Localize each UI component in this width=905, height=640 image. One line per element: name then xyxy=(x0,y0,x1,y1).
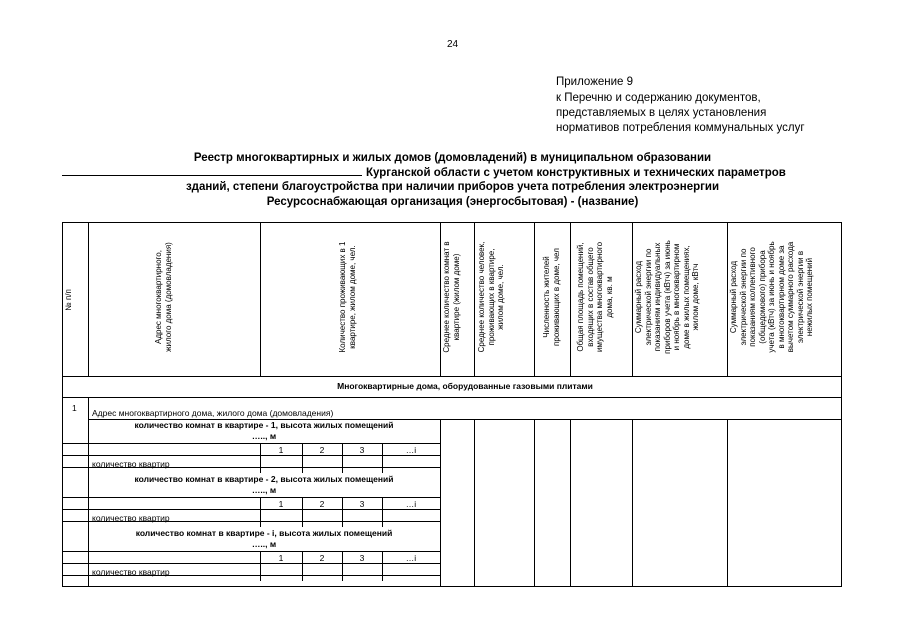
header-residents-per-apartment xyxy=(338,222,357,372)
grid-line xyxy=(62,497,440,498)
room-group-height: ….., м xyxy=(251,485,277,495)
header-coll-line-7: вычетом суммарного расхода xyxy=(786,241,795,353)
header-indiv-line-7: жилом доме, кВтч xyxy=(691,263,700,331)
room-group-height: ….., м xyxy=(251,539,277,549)
header-average-people xyxy=(477,222,506,372)
grid-line xyxy=(474,419,475,587)
grid-line xyxy=(440,443,441,473)
address-label: Адрес многоквартирного дома, жилого дома (домовладения) xyxy=(92,408,334,418)
header-residents-count xyxy=(542,222,561,372)
grid-line xyxy=(440,497,441,527)
grid-line xyxy=(62,551,440,552)
header-address-line-2: жилого дома (домовладения) xyxy=(163,242,173,352)
grid-line xyxy=(62,376,842,377)
header-indiv-line-4: приборов учета (кВтч) за июнь xyxy=(662,240,672,354)
header-indiv-line-2: электрической энергии по xyxy=(643,248,653,346)
grid-line xyxy=(632,222,633,376)
header-coll-line-6: в многоквартирном доме за xyxy=(776,245,786,349)
room-group-height: ….., м xyxy=(251,431,277,441)
grid-line xyxy=(632,419,633,587)
header-area-line-1: Общая площадь помещений, xyxy=(576,242,585,352)
sub-number: …i xyxy=(405,553,417,563)
header-indiv-line-6: доме в жилых помещениях, xyxy=(681,245,691,349)
row-number: 1 xyxy=(72,403,77,413)
room-group-title: количество комнат в квартире - 1, высота жилых помещений xyxy=(134,420,394,430)
grid-line xyxy=(727,419,728,587)
grid-line xyxy=(260,222,261,376)
grid-line xyxy=(88,222,89,376)
grid-line xyxy=(62,455,440,456)
grid-line xyxy=(534,222,535,376)
sub-number: 1 xyxy=(278,499,284,509)
header-address xyxy=(154,222,173,372)
header-indiv-line-3: показаниям индивидуальных xyxy=(653,242,662,352)
header-avg-rooms-line-1: Среднее количество комнат в xyxy=(442,241,451,353)
header-indiv-line-1: Суммарный расход xyxy=(634,260,643,334)
title-line-2-text: Курганской области с учетом конструктивных и технических параметров xyxy=(366,167,786,179)
header-avg-people-line-2: проживающих в квартире, xyxy=(486,248,496,346)
sub-number: 3 xyxy=(359,445,365,455)
sub-number: 1 xyxy=(278,445,284,455)
header-coll-line-5: учета (кВтч) за июнь и ноябрь xyxy=(767,241,776,353)
header-coll-line-4: (общедомового) прибора xyxy=(757,250,767,344)
header-residents-line-2: квартире, жилом доме, чел. xyxy=(347,245,357,349)
title-line-2 xyxy=(62,165,786,180)
grid-line xyxy=(440,222,441,376)
room-group-title: количество комнат в квартире - 2, высота жилых помещений xyxy=(134,474,394,484)
section-title: Многоквартирные дома, оборудованные газовыми плитами xyxy=(337,381,593,391)
header-area-line-2: входящих в состав общего xyxy=(585,247,595,347)
grid-line xyxy=(440,551,441,581)
grid-line xyxy=(727,222,728,376)
appendix-line-4: нормативов потребления коммунальных услуг xyxy=(556,122,805,134)
header-coll-line-8: электрической энергии в xyxy=(795,250,805,344)
apartments-count-label: количество квартир xyxy=(92,513,170,523)
table-border-left xyxy=(62,222,63,587)
sub-number: 1 xyxy=(278,553,284,563)
appendix-line-2: к Перечню и содержанию документов, xyxy=(556,92,761,104)
header-coll-line-2: электрической энергии по xyxy=(738,248,748,346)
header-indiv-line-5: и ноябрь в многоквартирном xyxy=(672,243,681,351)
header-address-line-1: Адрес многоквартирного, xyxy=(154,250,163,344)
grid-line xyxy=(534,419,535,587)
grid-line xyxy=(474,222,475,376)
grid-line xyxy=(62,397,842,398)
sub-number: 2 xyxy=(319,499,325,509)
sub-number: 3 xyxy=(359,553,365,563)
header-residents-count-line-2: проживающих в доме, чел xyxy=(551,248,561,346)
apartments-count-label: количество квартир xyxy=(92,459,170,469)
grid-line xyxy=(62,443,440,444)
header-residents-line-1: Количество проживающих в 1 xyxy=(338,241,347,353)
sub-number: 2 xyxy=(319,445,325,455)
sub-number: 2 xyxy=(319,553,325,563)
header-avg-rooms-line-2: квартире (жилом доме) xyxy=(451,253,461,341)
sub-number: …i xyxy=(405,499,417,509)
table-border-right xyxy=(841,222,842,587)
grid-line xyxy=(62,509,440,510)
header-coll-line-3: показаниям коллективного xyxy=(748,247,757,347)
grid-line xyxy=(62,563,440,564)
header-collective-meters xyxy=(729,222,815,372)
header-coll-line-9: нежилых помещений xyxy=(805,257,814,337)
appendix-line-1: Приложение 9 xyxy=(556,76,634,88)
header-average-rooms xyxy=(442,222,461,372)
registry-table xyxy=(62,222,842,587)
header-area-line-4: дома, кв. м xyxy=(604,276,614,318)
sub-number: 3 xyxy=(359,499,365,509)
appendix-line-3: представляемых в целях установления xyxy=(556,107,767,119)
header-common-area xyxy=(576,222,614,372)
header-avg-people-line-3: жилом доме, чел. xyxy=(496,264,505,330)
title-line-4: Ресурсоснабжающая организация (энергосбытовая) - (название) xyxy=(266,196,639,208)
header-avg-people-line-1: Среднее количество человек, xyxy=(477,241,486,353)
header-coll-line-1: Суммарный расход xyxy=(729,260,738,334)
room-group-title: количество комнат в квартире - i, высота жилых помещений xyxy=(135,528,393,538)
header-residents-count-line-1: Численность жителей xyxy=(542,256,551,338)
header-num: № п/п xyxy=(64,289,73,311)
header-individual-meters xyxy=(634,222,701,372)
header-area-line-3: имущества многоквартирного xyxy=(595,241,604,353)
apartments-count-label: количество квартир xyxy=(92,567,170,577)
sub-number: …i xyxy=(405,445,417,455)
grid-line xyxy=(570,222,571,376)
table-border-bottom xyxy=(62,586,842,587)
grid-line xyxy=(570,419,571,587)
title-line-1: Реестр многоквартирных и жилых домов (домовладений) в муниципальном образовании xyxy=(193,152,712,164)
title-line-3: зданий, степени благоустройства при наличии приборов учета потребления электроэнергии xyxy=(185,181,720,193)
page-number: 24 xyxy=(446,39,459,50)
municipality-blank xyxy=(62,165,362,176)
